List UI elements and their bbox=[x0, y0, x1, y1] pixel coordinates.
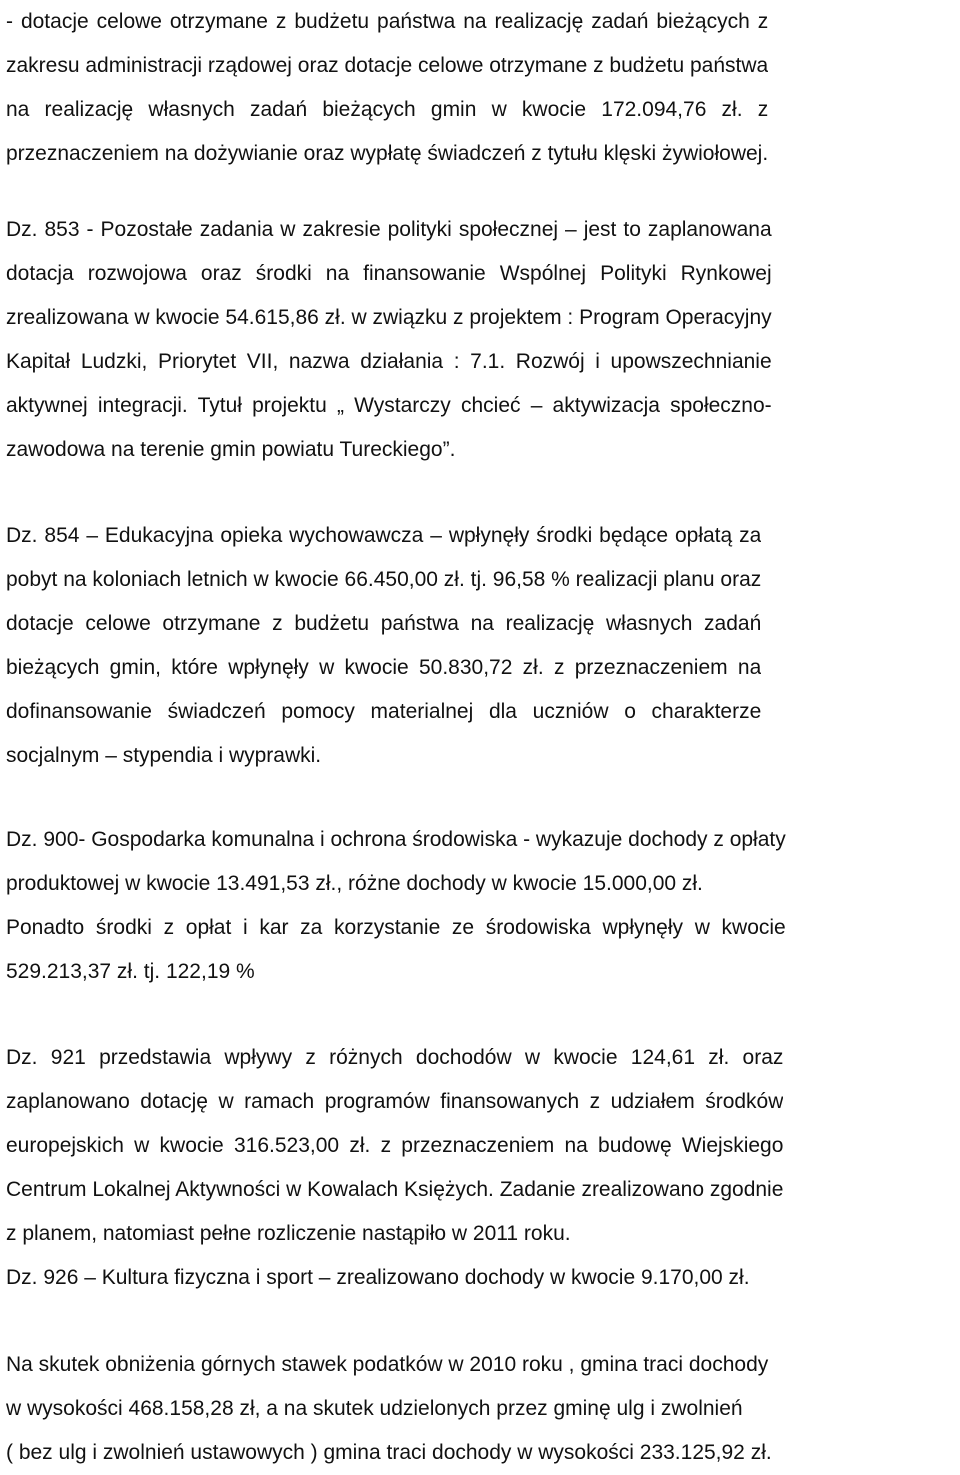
text-line: Dz. 854 – Edukacyjna opieka wychowawcza – wpłynęły środki będące opłatą za bbox=[6, 524, 762, 547]
text-line: produktowej w kwocie 13.491,53 zł., różne dochody w kwocie 15.000,00 zł. bbox=[6, 872, 703, 895]
text-line: dofinansowanie świadczeń pomocy materialnej dla uczniów o charakterze bbox=[6, 700, 762, 723]
paragraph-obnizenie-stawek bbox=[6, 1343, 772, 1475]
text-line: Dz. 853 - Pozostałe zadania w zakresie polityki społecznej – jest to zaplanowana bbox=[6, 218, 772, 241]
text-line: zakresu administracji rządowej oraz dotacje celowe otrzymane z budżetu państwa bbox=[6, 54, 769, 77]
paragraph-dz-854 bbox=[6, 514, 761, 778]
text-line: Dz. 900- Gospodarka komunalna i ochrona środowiska - wykazuje dochody z opłaty bbox=[6, 828, 786, 851]
text-line: zrealizowana w kwocie 54.615,86 zł. w związku z projektem : Program Operacyjny bbox=[6, 306, 772, 329]
text-line: Centrum Lokalnej Aktywności w Kowalach Księżych. Zadanie zrealizowano zgodnie bbox=[6, 1178, 784, 1201]
text-line: europejskich w kwocie 316.523,00 zł. z przeznaczeniem na budowę Wiejskiego bbox=[6, 1134, 784, 1157]
text-line: z planem, natomiast pełne rozliczenie nastąpiło w 2011 roku. bbox=[6, 1222, 571, 1245]
text-line: przeznaczeniem na dożywianie oraz wypłatę świadczeń z tytułu klęski żywiołowej. bbox=[6, 142, 769, 165]
text-line: - dotacje celowe otrzymane z budżetu państwa na realizację zadań bieżących z bbox=[6, 10, 769, 33]
text-line: Kapitał Ludzki, Priorytet VII, nazwa działania : 7.1. Rozwój i upowszechnianie bbox=[6, 350, 772, 373]
text-line: na realizację własnych zadań bieżących gmin w kwocie 172.094,76 zł. z bbox=[6, 98, 769, 121]
paragraph-dotacje-celowe bbox=[6, 0, 768, 176]
text-line: pobyt na koloniach letnich w kwocie 66.450,00 zł. tj. 96,58 % realizacji planu oraz bbox=[6, 568, 762, 591]
text-line: socjalnym – stypendia i wyprawki. bbox=[6, 744, 322, 767]
text-line: w wysokości 468.158,28 zł, a na skutek udzielonych przez gminę ulg i zwolnień bbox=[6, 1397, 743, 1420]
paragraph-dz-900 bbox=[6, 818, 786, 994]
text-line: bieżących gmin, które wpłynęły w kwocie 50.830,72 zł. z przeznaczeniem na bbox=[6, 656, 762, 679]
text-line: Na skutek obniżenia górnych stawek podatków w 2010 roku , gmina traci dochody bbox=[6, 1353, 769, 1376]
text-line: Dz. 921 przedstawia wpływy z różnych dochodów w kwocie 124,61 zł. oraz bbox=[6, 1046, 784, 1069]
text-line: Ponadto środki z opłat i kar za korzystanie ze środowiska wpłynęły w kwocie bbox=[6, 916, 786, 939]
text-line: zaplanowano dotację w ramach programów finansowanych z udziałem środków bbox=[6, 1090, 784, 1113]
text-line: Dz. 926 – Kultura fizyczna i sport – zrealizowano dochody w kwocie 9.170,00 zł. bbox=[6, 1266, 750, 1289]
text-line: ( bez ulg i zwolnień ustawowych ) gmina traci dochody w wysokości 233.125,92 zł. bbox=[6, 1441, 772, 1464]
text-line: dotacja rozwojowa oraz środki na finansowanie Wspólnej Polityki Rynkowej bbox=[6, 262, 772, 285]
text-line: aktywnej integracji. Tytuł projektu „ Wystarczy chcieć – aktywizacja społeczno- bbox=[6, 394, 772, 417]
text-line: 529.213,37 zł. tj. 122,19 % bbox=[6, 960, 255, 983]
paragraph-dz-921-926 bbox=[6, 1036, 783, 1300]
paragraph-dz-853 bbox=[6, 208, 772, 472]
text-line: zawodowa na terenie gmin powiatu Tureckiego”. bbox=[6, 438, 456, 461]
text-line: dotacje celowe otrzymane z budżetu państwa na realizację własnych zadań bbox=[6, 612, 762, 635]
